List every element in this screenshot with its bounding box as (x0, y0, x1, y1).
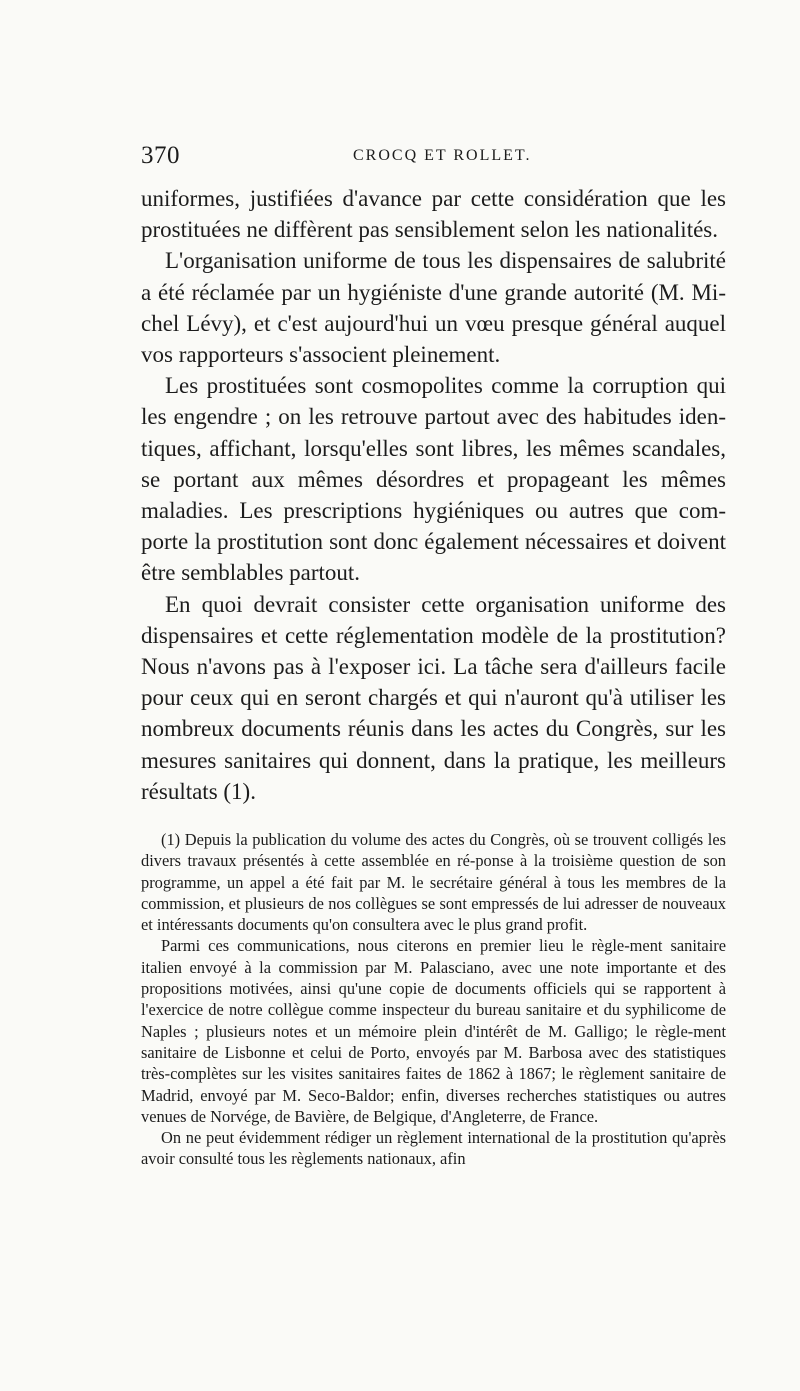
footnote-paragraph: (1) Depuis la publication du volume des actes du Congrès, où se trouvent colligés les divers travaux présentés à cette assemblée en ré-ponse à la troisième question de son programme, un appel a été fait par M. le secrétaire général à tous les membres de la commission, et plusieurs de nos collègues se sont empressés de lui adresser de nouveaux et intéressants documents qu'on consultera avec le plus grand profit. (141, 830, 726, 935)
main-text (141, 183, 726, 807)
footnote-paragraph: On ne peut évidemment rédiger un règlement international de la prostitution qu'après avoir consulté tous les règlements nationaux, afin (141, 1128, 726, 1169)
body-paragraph: L'organisation uniforme de tous les dispensaires de salubrité a été réclamée par un hygiéniste d'une grande autorité (M. Mi-chel Lévy), et c'est aujourd'hui un vœu presque général auquel vos rapporteurs s'associent pleinement. (141, 248, 726, 368)
running-head: CROCQ ET ROLLET. (353, 147, 532, 164)
footnote-block (141, 829, 726, 1170)
footnote-paragraph: Parmi ces communications, nous citerons en premier lieu le règle-ment sanitaire italien envoyé à la commission par M. Palasciano, avec une note importante et des propositions motivées, ainsi qu'une copie de documents officiels qui se rapportent à l'exercice de notre collègue comme inspecteur du bureau sanitaire et du syphilicome de Naples ; plusieurs notes et un mémoire plein d'intérêt de M. Galligo; le règle-ment sanitaire de Lisbonne et celui de Porto, envoyés par M. Barbosa avec des statistiques très-complètes sur les visites sanitaires faites de 1862 à 1867; le règlement sanitaire de Madrid, envoyé par M. Seco-Baldor; enfin, diverses recherches statistiques ou autres venues de Norvége, de Bavière, de Belgique, d'Angleterre, de France. (141, 936, 726, 1126)
body-paragraph: Les prostituées sont cosmopolites comme la corruption qui les engendre ; on les retrouve partout avec des habitudes iden-tiques, affichant, lorsqu'elles sont libres, les mêmes scandales, se portant aux mêmes désordres et propageant les mêmes maladies. Les prescriptions hygiéniques ou autres que com-porte la prostitution sont donc également nécessaires et doivent être semblables partout. (141, 373, 726, 586)
page-number: 370 (141, 142, 180, 169)
body-paragraph: uniformes, justifiées d'avance par cette considération que les prostituées ne diffèrent pas sensiblement selon les nationalités. (141, 186, 726, 243)
page-header (141, 142, 726, 172)
body-paragraph: En quoi devrait consister cette organisation uniforme des dispensaires et cette réglementation modèle de la prostitution? Nous n'avons pas à l'exposer ici. La tâche sera d'ailleurs facile pour ceux qui en seront chargés et qui n'auront qu'à utiliser les nombreux documents réunis dans les actes du Congrès, sur les mesures sanitaires qui donnent, dans la pratique, les meilleurs résultats (1). (141, 591, 726, 804)
